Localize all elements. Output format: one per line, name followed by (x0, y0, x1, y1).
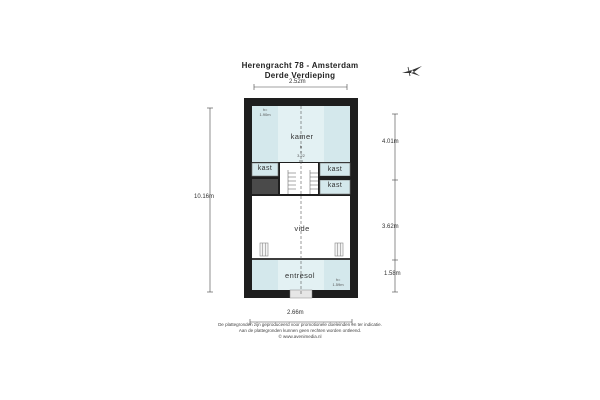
entresol-height-label: h= (335, 277, 341, 282)
plan-title-address: Herengracht 78 - Amsterdam (241, 61, 359, 70)
room-label-kast-left: kast (257, 165, 273, 172)
dimension-vide-length: 3.62m (382, 224, 399, 230)
room-label-entresol: entresol (285, 271, 315, 280)
entresol-height-note (327, 278, 349, 287)
kast-left-dark (252, 179, 278, 194)
center-height-eq: = (299, 148, 303, 154)
room-label-kast-right-upper: kast (327, 166, 343, 173)
center-height-value: 3.22 (297, 153, 305, 158)
footer-line-3: © www.avenimedia.nl (278, 334, 322, 339)
dimension-entresol-length: 1.58m (384, 271, 401, 277)
center-height-unit: m (299, 157, 303, 163)
kamer-height-note (254, 108, 276, 117)
footer-line-1: De plattegronden zijn geproduceerd voor promotionele doeleinden en ter indicatie. (218, 322, 382, 327)
room-label-kamer: kamer (290, 132, 314, 141)
dimension-total-length: 10.16m (194, 194, 215, 200)
footer-line-2: Aan de plattegronden kunnen geen rechten worden ontleend. (238, 328, 362, 333)
room-label-vide: vide (294, 224, 310, 233)
plan-title-floor: Derde Verdieping (264, 71, 336, 80)
stair-opening (280, 163, 318, 194)
room-label-kast-right-lower: kast (327, 182, 343, 189)
dimension-bottom-width: 2.66m (287, 310, 304, 316)
kamer-height-label: h= (262, 107, 268, 112)
entresol-height-value: 1.59m (332, 281, 344, 287)
center-height-h: h (299, 144, 303, 149)
kamer-height-value: 1.90m (259, 111, 271, 117)
dimension-kamer-length: 4.01m (382, 139, 399, 145)
dimension-top-width: 2.52m (289, 79, 306, 85)
center-height-note (293, 145, 309, 163)
